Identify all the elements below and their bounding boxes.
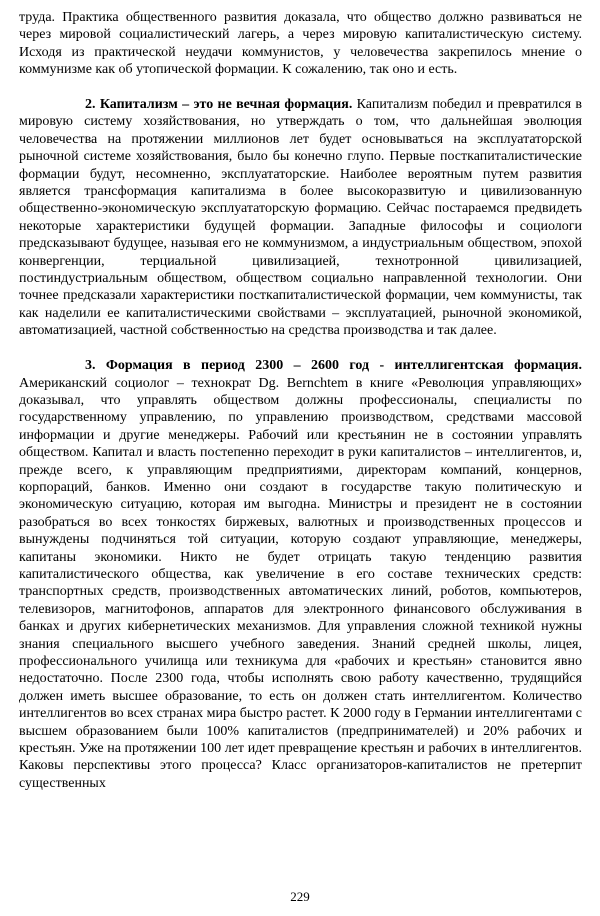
section-3-text: Американский социолог – технократ Dg. Bernchtem в книге «Революция управляющих» доказывал, что управлять обществом должны профессионалы, специалисты по государственному управлению, по управлению производством, средствами массовой информации и другие менеджеры. Рабочий или крестьянин не в состоянии управлять обществом. Капитал и власть постепенно переходит в руки капиталистов – интеллигентов, и, прежде всего, к управляющим предприятиями, директорам компаний, концернов, корпораций, банков. Именно они создают в государстве такую политическую и экономическую ситуацию, которая им выгодна. Министры и президент не в состоянии разобраться во всех тонкостях биржевых, валютных и производственных процессов и вынуждены подчиняться той ситуации, которую создают управляющие, менеджеры, капитаны экономики. Никто не будет отрицать такую тенденцию развития капиталистического общества, как увеличение в его составе технических средств: транспортных средств, производственных автоматических линий, роботов, компьютеров, телевизоров, магнитофонов, аппаратов для электронного финансового обслуживания в банках и других кибернетических механизмов. Для управления сложной техникой нужны знания специального высшего учебного заведения. Знаний средней школы, лицея, профессионального училища или техникума для «рабочих и крестьян» становится явно недостаточно. После 2300 года, чтобы исполнять свою работу качественно, трудящийся должен иметь высшее образование, то есть он должен стать интеллигентом. Количество интеллигентов во всех странах мира быстро растет. К 2000 году в Германии интеллигентами с высшем образованием были 100% капиталистов (предпринимателей) и 20% рабочих и крестьян. Уже на протяжении 100 лет идет превращение крестьян и рабочих в интеллигентов. Каковы перспективы этого процесса? Класс организаторов-капиталистов не претерпит существенных: [19, 375, 582, 791]
section-3-heading: 3. Формация в период 2300 – 2600 год - интеллигентская формация.: [85, 358, 582, 374]
paragraph-1: труда. Практика общественного развития доказала, что общество должно развиваться не через мировой социалистический лагерь, а через мировую капиталистическую систему. Исходя из практической неудачи коммунистов, у человечества закрепилось мнение о коммунизме как об утопической формации. К сожалению, так оно и есть.: [19, 10, 582, 78]
section-2: [19, 96, 582, 340]
document-page: [19, 9, 582, 792]
section-2-heading: 2. Капитализм – это не вечная формация.: [85, 97, 353, 113]
section-3: [19, 357, 582, 792]
page-number: 229: [290, 889, 310, 904]
section-2-text: Капитализм победил и превратился в мировую систему хозяйствования, но утверждать о том, что дальнейшая эволюция человечества на протяжении миллионов лет будет основываться на эксплуататорской рыночной системе хозяйствования, было бы конечно глупо. Первые посткапиталистические формации будут, несомненно, эксплуататорские. Наиболее вероятным путем развития является трансформация капитализма в более высокоразвитую и цивилизованную общественно-экономическую эксплуататорскую формацию. Сейчас постараемся предвидеть некоторые характеристики будущей формации. Западные философы и социологи предсказывают будущее, называя его не коммунизмом, а индустриальным обществом, эпохой конвергенции, терциальной цивилизацией, технотронной цивилизацией, постиндустриальным обществом, обществом социально направленной технологии. Они точнее предсказали характеристики посткапиталистической формации, чем коммунисты, так как наделили ее капиталистическими свойствами – эксплуатацией, рыночной экономикой, автоматизацией, частной собственностью на средства производства и так далее.: [19, 97, 583, 339]
